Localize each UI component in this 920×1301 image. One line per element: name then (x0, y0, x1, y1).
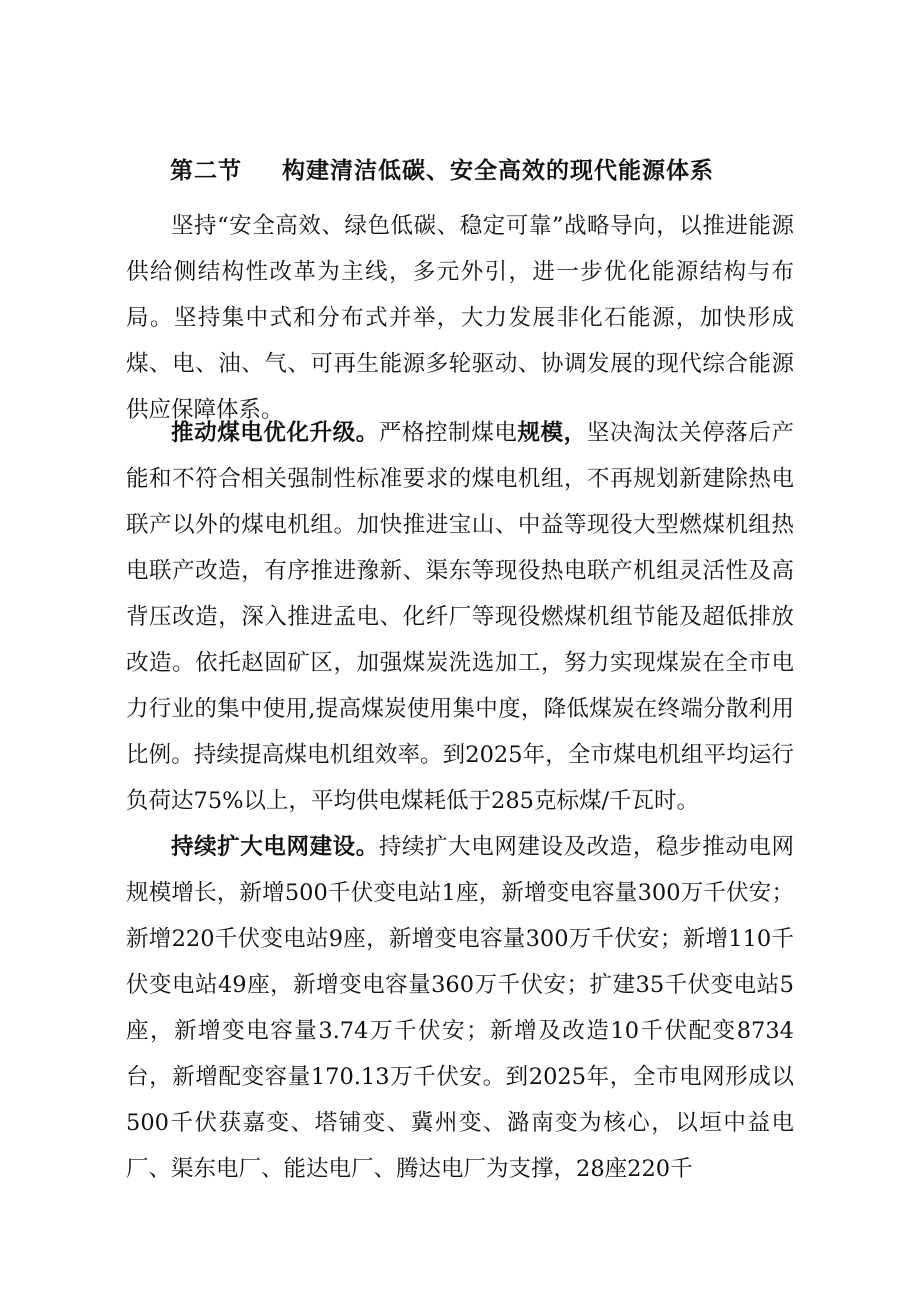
coal-power-text-a: 严格控制煤电 (378, 420, 518, 446)
grid-text: 持续扩大电网建设及改造，稳步推动电网规模增长，新增500千伏变电站1座，新增变电容量300万千伏安；新增220千伏变电站9座，新增变电容量300万千伏安；新增110千伏变电站49座，新增变电容量360万千伏安；扩建35千伏变电站5座，新增变电容量3.74万千伏安；新增及改造10千伏配变8734台，新增配变容量170.13万千伏安。到2025年，全市电网形成以500千伏获嘉变、塔铺变、冀州变、潞南变为核心，以垣中益电厂、渠东电厂、能达电厂、腾达电厂为支撑，28座220千 (126, 834, 794, 1182)
section-title: 构建清洁低碳、安全高效的现代能源体系 (282, 157, 714, 184)
coal-power-bold-word: 规模， (517, 420, 587, 446)
coal-power-lead: 推动煤电优化升级。 (171, 420, 379, 446)
coal-power-paragraph (126, 410, 794, 824)
coal-power-text-b: 坚决淘汰关停落后产能和不符合相关强制性标准要求的煤电机组，不再规划新建除热电联产以外的煤电机组。加快推进宝山、中益等现役大型燃煤机组热电联产改造，有序推进豫新、渠东等现役热电联产机组灵活性及高背压改造，深入推进孟电、化纤厂等现役燃煤机组节能及超低排放改造。依托赵固矿区，加强煤炭洗选加工，努力实现煤炭在全市电力行业的集中使用,提高煤炭使用集中度，降低煤炭在终端分散利用比例。持续提高煤电机组效率。到2025年，全市煤电机组平均运行负荷达75%以上，平均供电煤耗低于285克标煤/千瓦时。 (126, 420, 794, 814)
section-heading (170, 152, 714, 185)
intro-paragraph: 坚持“安全高效、绿色低碳、稳定可靠”战略导向，以推进能源供给侧结构性改革为主线，多元外引，进一步优化能源结构与布局。坚持集中式和分布式并举，大力发展非化石能源，加快形成煤、电、油、气、可再生能源多轮驱动、协调发展的现代综合能源供应保障体系。 (126, 213, 794, 423)
section-number: 第二节 (170, 157, 242, 184)
grid-lead: 持续扩大电网建设。 (171, 834, 379, 860)
grid-paragraph (126, 824, 794, 1192)
